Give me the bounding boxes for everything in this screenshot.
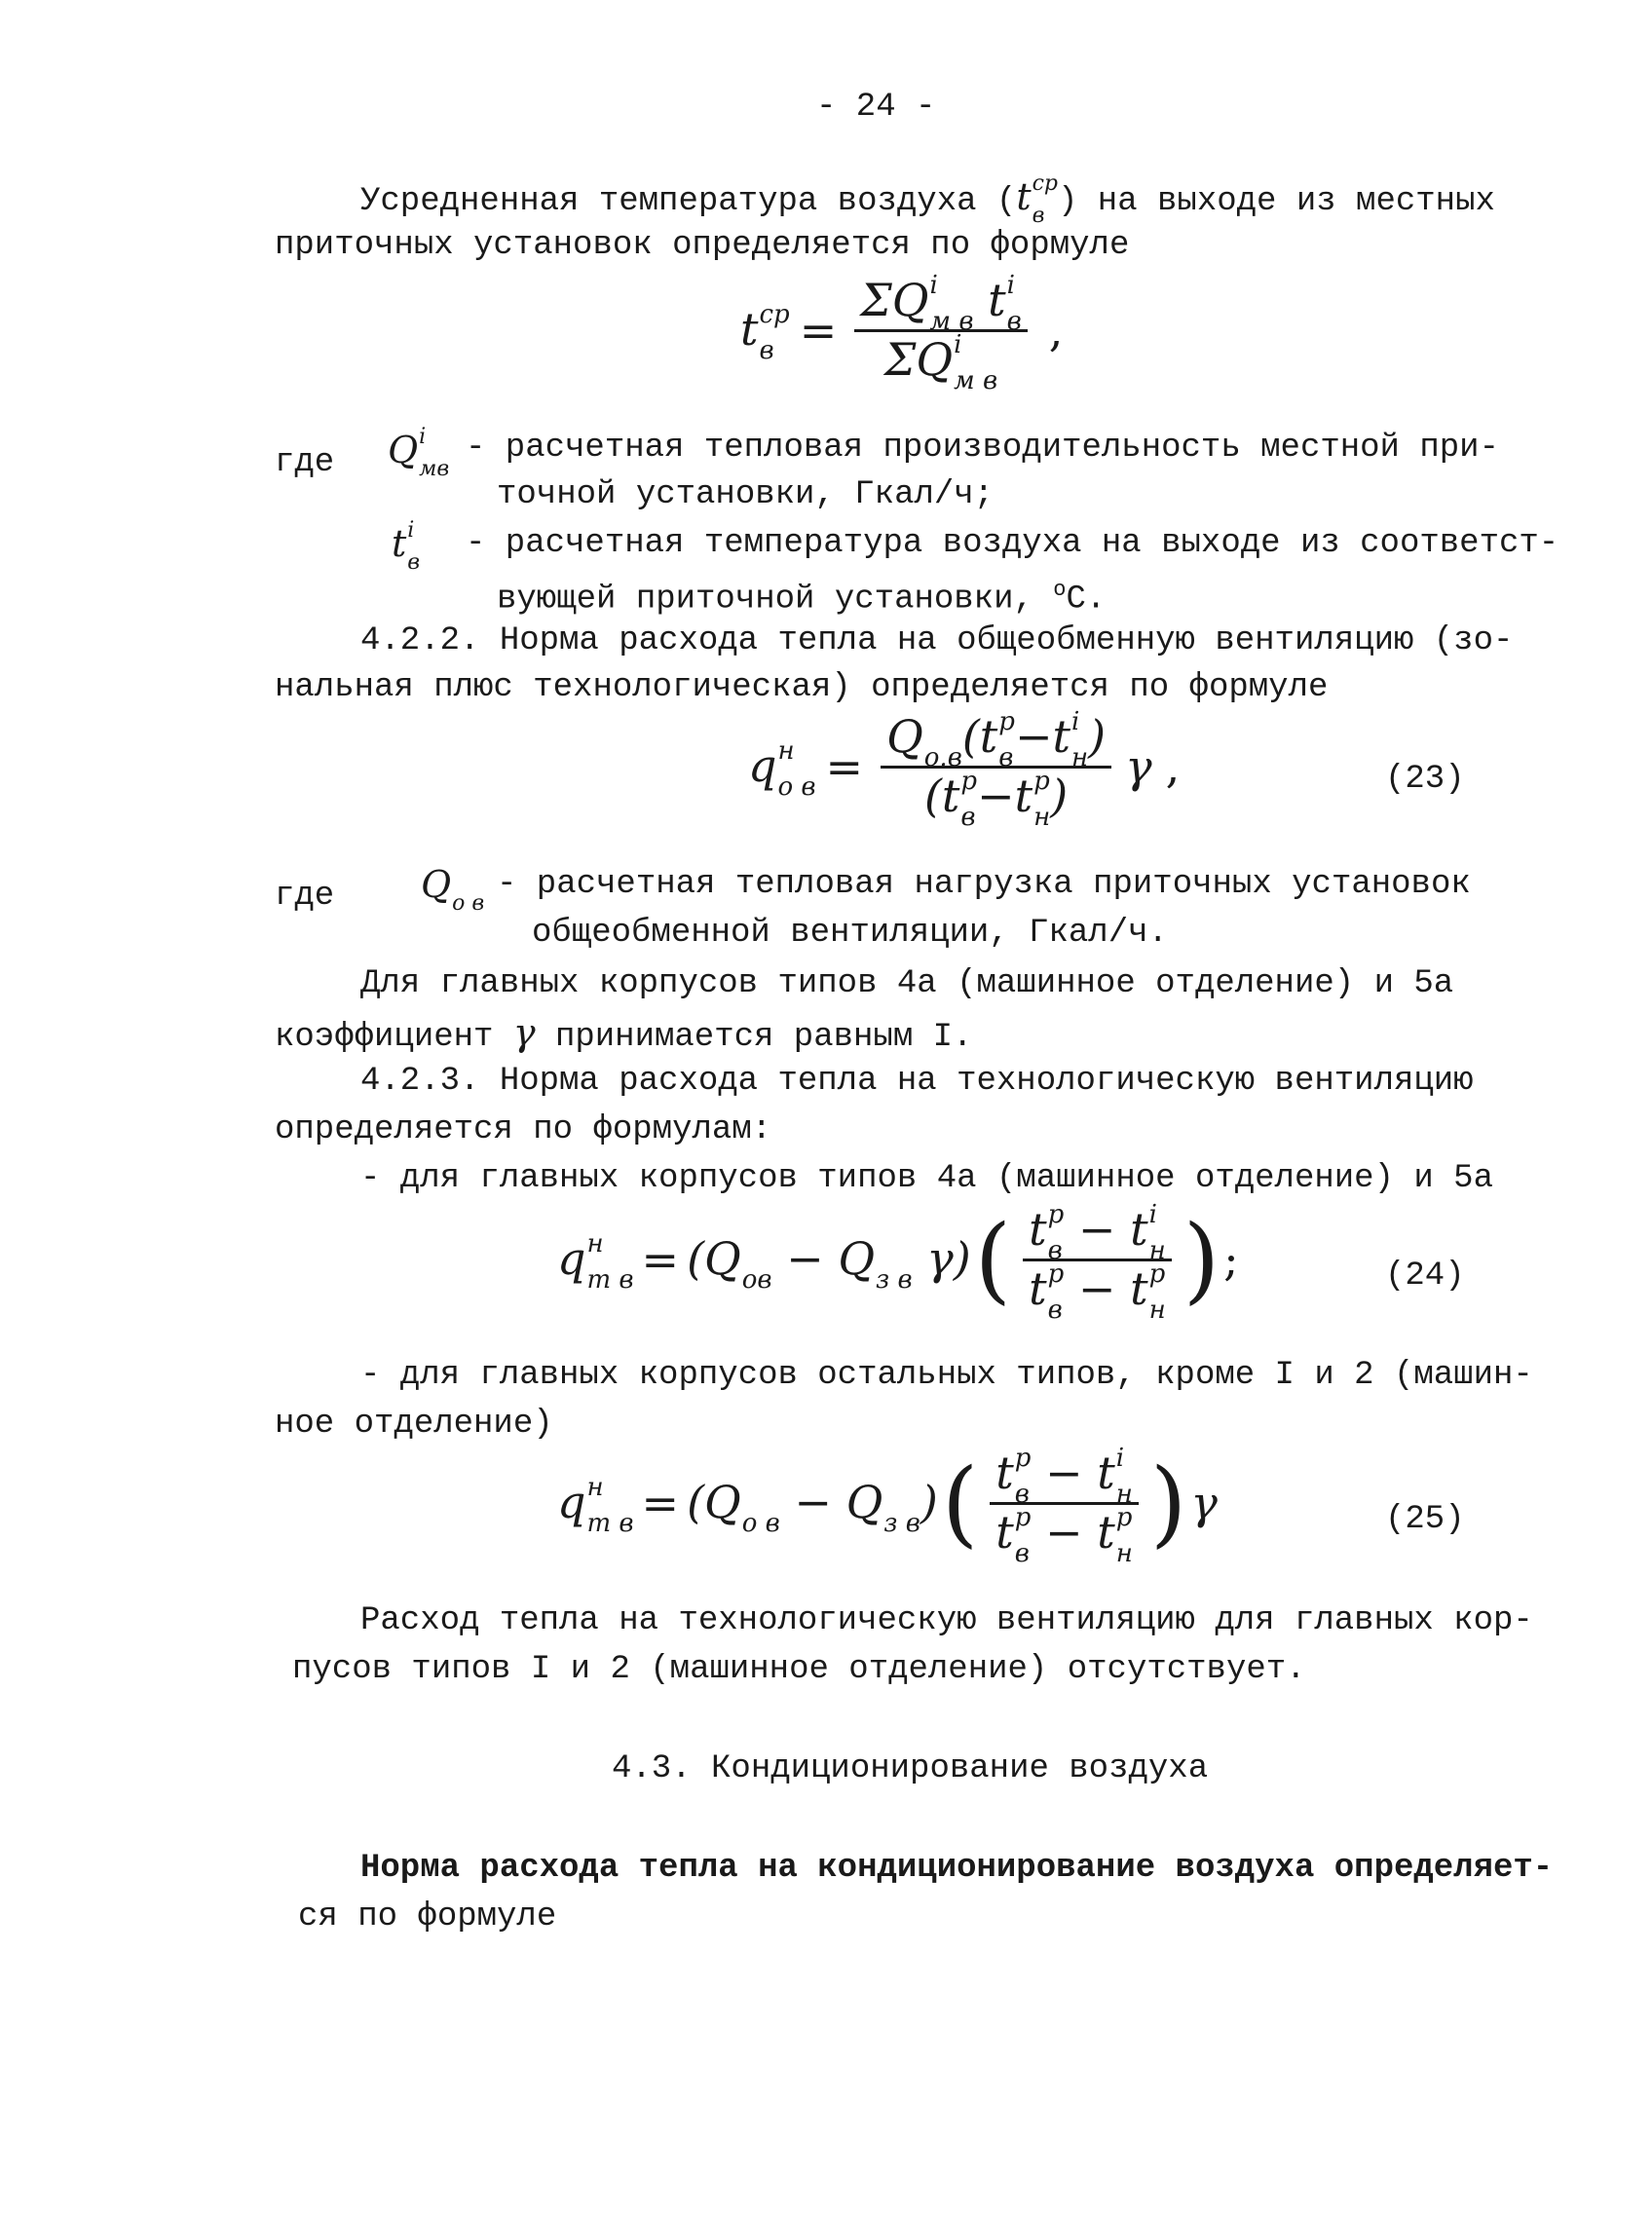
symbol-q-mv: Q i мв bbox=[388, 424, 450, 481]
fraction: t р в − t i н t р в − t р н bbox=[990, 1446, 1139, 1560]
section-4-2-2-line: нальная плюс технологическая) определяется по формуле bbox=[275, 669, 1329, 706]
paragraph-line: Расход тепла на технологическую вентиляцию для главных кор- bbox=[360, 1602, 1533, 1639]
symbol-q-ov: Q о в bbox=[421, 863, 485, 916]
where-label: где bbox=[275, 444, 335, 481]
fraction: ΣQ i м в t i в ΣQ i м в bbox=[854, 273, 1027, 388]
paragraph-line: коэффициент γ принимается равным I. bbox=[275, 1011, 973, 1056]
formula-23: q н о в = Q о.в (t р в −t i н ) (t р в −t р н ) γ , bbox=[748, 707, 1181, 832]
fraction: Q о.в (t р в −t i н ) (t р в −t р н ) bbox=[881, 709, 1111, 824]
section-4-2-3-line: 4.2.3. Норма расхода тепла на технологическую вентиляцию bbox=[360, 1063, 1474, 1100]
paragraph-line: Норма расхода тепла на кондиционирование воздуха определяет- bbox=[360, 1850, 1554, 1887]
section-4-2-3-line: определяется по формулам: bbox=[275, 1111, 772, 1148]
section-4-2-2-line: 4.2.2. Норма расхода тепла на общеобменную вентиляцию (зо- bbox=[360, 622, 1514, 659]
paragraph-line: приточных установок определяется по формуле bbox=[275, 227, 1130, 264]
where-label: где bbox=[275, 878, 335, 915]
equation-number-25: (25) bbox=[1385, 1501, 1465, 1538]
definition-line: общеобменной вентиляции, Гкал/ч. bbox=[532, 915, 1168, 952]
section-heading-4-3: 4.3. Кондиционирование воздуха bbox=[612, 1750, 1209, 1787]
definition-line: - расчетная тепловая производительность местной при- bbox=[466, 430, 1499, 467]
symbol-t-i: t i в bbox=[392, 517, 421, 575]
equation-number-24: (24) bbox=[1385, 1258, 1465, 1295]
paragraph-line: Усредненная температура воздуха (t ср в ) на выходе из местных bbox=[360, 170, 1495, 228]
paragraph-line: ся по формуле bbox=[298, 1898, 557, 1935]
paragraph-line: - для главных корпусов остальных типов, кроме I и 2 (машин- bbox=[360, 1357, 1533, 1394]
symbol-t-cp: t ср в bbox=[1016, 170, 1058, 228]
formula-24: q н т в = (Q ов − Q з в γ) ( t р в − t i н t р в − t р н ) ; bbox=[557, 1200, 1239, 1325]
symbol-gamma: γ bbox=[512, 1011, 536, 1054]
paragraph-line: ное отделение) bbox=[275, 1406, 553, 1443]
definition-line: точной установки, Гкал/ч; bbox=[497, 476, 995, 513]
page-number: - 24 - bbox=[816, 89, 936, 126]
paragraph-line: Для главных корпусов типов 4а (машинное отделение) и 5а bbox=[360, 965, 1454, 1002]
definition-line: - расчетная температура воздуха на выходе из соответст- bbox=[466, 525, 1559, 562]
definition-line: вующей приточной установки, $^о$С. bbox=[497, 578, 1107, 619]
fraction: t р в − t i н t р в − t р н bbox=[1023, 1202, 1172, 1317]
equation-number-23: (23) bbox=[1385, 761, 1465, 798]
section-4-2-3-line: - для главных корпусов типов 4а (машинное отделение) и 5а bbox=[360, 1160, 1493, 1197]
formula-25: q н т в = (Q о в − Q з в ) ( t р в − t i н t р в − t р н ) γ bbox=[557, 1444, 1218, 1568]
definition-line: - расчетная тепловая нагрузка приточных установок bbox=[497, 866, 1471, 903]
formula-average-temperature: t ср в = ΣQ i м в t i в ΣQ i м в , bbox=[740, 271, 1064, 395]
paragraph-line: пусов типов I и 2 (машинное отделение) отсутствует. bbox=[292, 1651, 1306, 1688]
